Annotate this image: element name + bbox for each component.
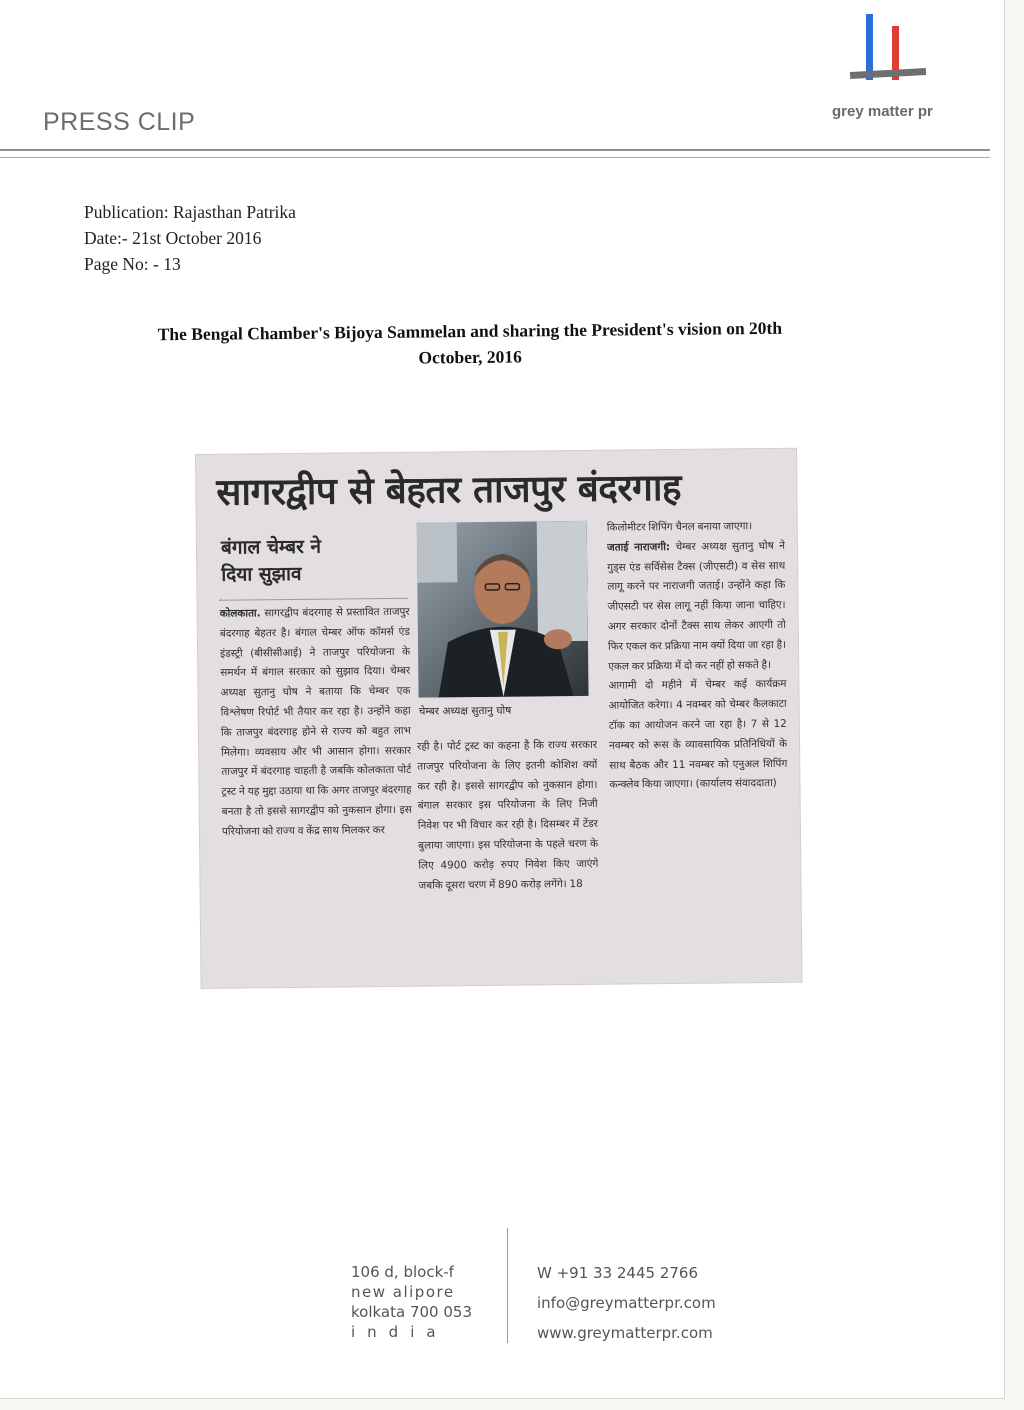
clip-metadata: [84, 199, 296, 277]
column-3-section: [607, 537, 786, 677]
dotted-divider: [220, 598, 408, 601]
page-number-line: Page No: - 13: [84, 254, 181, 274]
column-3-text: चेम्बर अध्यक्ष सुतानु घोष ने गुड्स एंड सर्विसेस टैक्स (जीएसटी) व सेस साथ लागू करने पर नाराजगी जताई। उन्होंने कहा कि जीएसटी पर सेस लागू नहीं किया जाना चाहिए। अगर सरकार दोनों टैक्स साथ लेकर आएगी तो फिर एकल कर प्रक्रिया नाम क्यों दिया जा रहा है। एकल कर प्रक्रिया में दो कर नहीं हो सकते है।: [607, 539, 787, 673]
column-3-intro: किलोमीटर शिपिंग चैनल बनाया जाएगा।: [606, 520, 753, 534]
person-photo-icon: [417, 521, 589, 698]
press-clip-label: PRESS CLIP: [43, 108, 196, 136]
date-line: Date:- 21st October 2016: [84, 228, 262, 248]
header-rule: [0, 149, 990, 151]
address-line-2: new alipore: [351, 1283, 455, 1301]
headline-line-1: The Bengal Chamber's Bijoya Sammelan and sharing the President's vision on 20th: [157, 317, 783, 345]
dateline: कोलकाता.: [219, 607, 261, 620]
grey-matter-logo-icon: [848, 12, 928, 92]
article-headline: [100, 314, 841, 374]
column-1-text: सागरद्वीप बंदरगाह से प्रस्तावित ताजपुर बंदरगाह बेहतर है। बंगाल चेम्बर ऑफ कॉमर्स एंड इंडस्ट्री (बीसीसीआई) ने ताजपुर परियोजना के समर्थन में बंगाल सरकार को सुझाव दिया। चेम्बर अध्यक्ष सुतानु घोष ने बताया कि चेम्बर एक विश्लेषण रिपोर्ट भी तैयार कर रहा है। उन्होंने कहा कि ताजपुर बंदरगाह होने से राज्य को बहुत लाभ मिलेगा। व्यवसाय और भी आसान होगा। सरकार ताजपुर में बंदरगाह चाहती है जबकि कोलकाता पोर्ट ट्रस्ट ने यह मुद्दा उठाया था कि अगर ताजपुर बंदरगाह बनता है तो इससे सागरद्वीप को नुकसान होगा। इस परियोजना को राज्य व केंद्र साथ मिलकर कर: [219, 605, 412, 838]
website-link[interactable]: www.greymatterpr.com: [537, 1324, 713, 1342]
phone-number: W +91 33 2445 2766: [537, 1264, 698, 1282]
header-rule-thin: [0, 157, 990, 158]
footer-divider: [507, 1228, 508, 1343]
subtitle-line-2: दिया सुझाव: [221, 562, 302, 586]
newspaper-clipping: [196, 449, 802, 988]
footer-address: [351, 1262, 472, 1342]
section-lead: जताई नाराजगी:: [606, 540, 671, 554]
address-line-1: 106 d, block-f: [351, 1263, 454, 1281]
clipping-title: सागरद्वीप से बेहतर ताजपुर बंदरगाह: [216, 465, 682, 514]
headline-line-2: October, 2016: [418, 346, 522, 368]
article-column-2: रही है। पोर्ट ट्रस्ट का कहना है कि राज्य सरकार ताजपुर परियोजना के लिए इतनी कोशिश क्यों कर रही है। इससे सागरद्वीप को नुकसान होगा। बंगाल सरकार इस परियोजना के लिए निजी निवेश पर भी विचार कर रही है। दिसम्बर में टेंडर बुलाया जाएगा। इस परियोजना के पहले चरण के लिए 4900 करोड़ रुपए निवेश किए जाएंगे जबकि दूसरा चरण में 890 करोड़ लगेंगे। 18: [417, 738, 599, 892]
subtitle-line-1: बंगाल चेम्बर ने: [220, 535, 322, 559]
photo-caption: चेम्बर अध्यक्ष सुतानु घोष: [418, 704, 512, 718]
column-3-events: आगामी दो महीने में चेम्बर कई कार्यक्रम आयोजित करेगा। 4 नवम्बर को चेम्बर कैलकाटा टॉक का आयोजन करने जा रहा है। 7 से 12 नवम्बर को रूस के व्यावसायिक प्रतिनिधियों के साथ बैठक और 11 नवम्बर को एनुअल शिपिंग कन्क्लेव किया जाएगा। (कार्यालय संवाददाता): [608, 678, 788, 792]
publication-line: Publication: Rajasthan Patrika: [84, 202, 296, 222]
portrait-photo: [417, 521, 589, 698]
logo-text: grey matter pr: [832, 103, 933, 120]
clipping-subtitle: [221, 533, 412, 589]
article-column-3: [607, 517, 790, 966]
address-line-3: kolkata 700 053: [351, 1303, 472, 1321]
article-column-1: [220, 603, 414, 970]
email-link[interactable]: info@greymatterpr.com: [537, 1294, 716, 1312]
address-line-4: india: [351, 1323, 448, 1341]
footer-contact: [537, 1258, 716, 1348]
